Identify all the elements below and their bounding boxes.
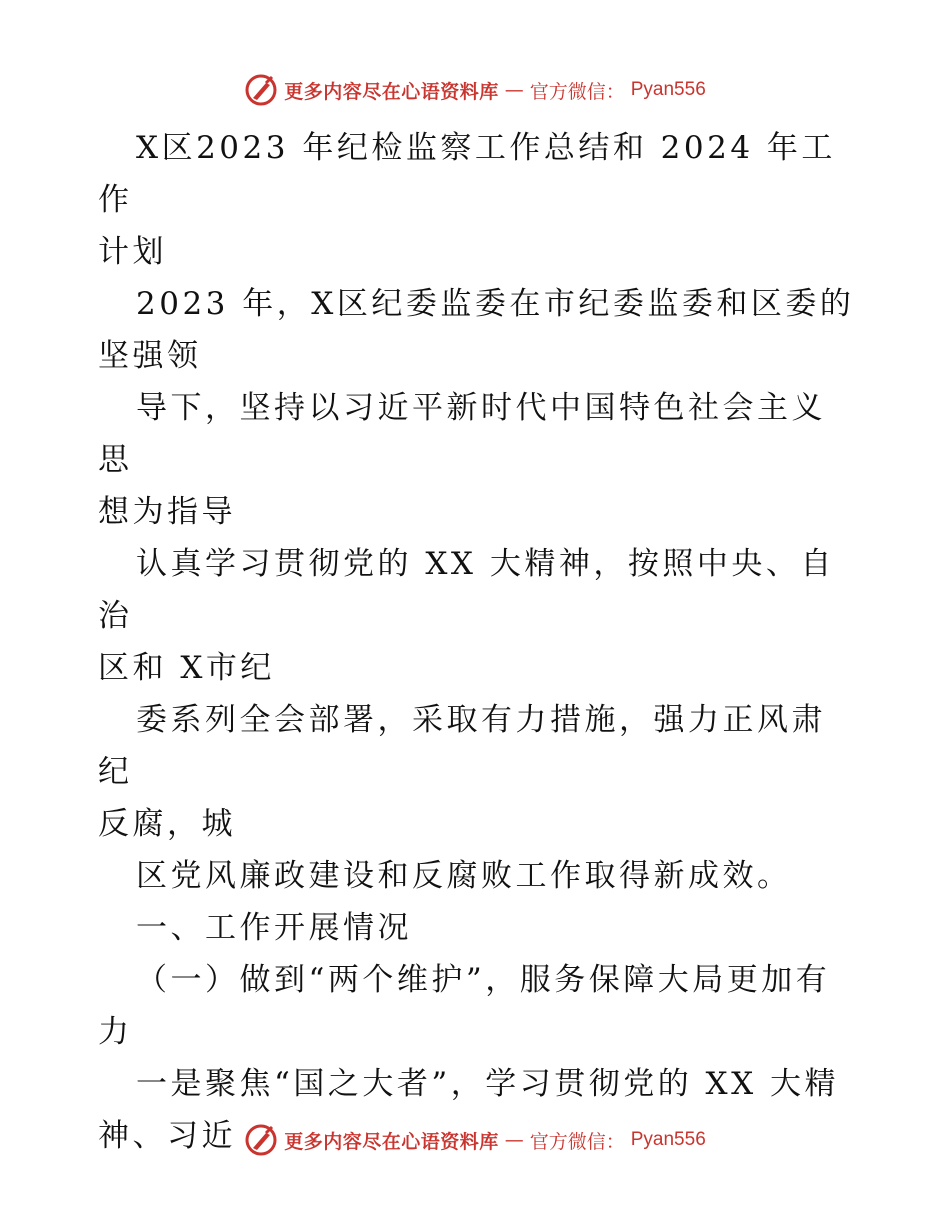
paragraph-1-line-2: 坚强领: [98, 338, 202, 374]
subsection-heading-1-line-1: （一）做到“两个维护”，服务保障大局更加有: [136, 962, 831, 998]
title-line-1: X区2023 年纪检监察工作总结和 2024 年工作: [98, 130, 836, 218]
paragraph-5: [98, 850, 858, 902]
section-heading-1-text: 一、工作开展情况: [136, 910, 412, 946]
header-banner: [0, 70, 950, 110]
paragraph-2-line-1: 导下，坚持以习近平新时代中国特色社会主义思: [98, 390, 826, 478]
section-heading-1: [98, 902, 858, 954]
paragraph-2-line-2: 想为指导: [98, 494, 236, 530]
paragraph-4: [98, 694, 858, 850]
document-title: [98, 122, 858, 278]
paragraph-4-line-1: 委系列全会部署，采取有力措施，强力正风肃纪: [98, 702, 826, 790]
subsection-heading-1-line-2: 力: [98, 1014, 133, 1050]
banner-slogan: 更多内容尽在心语资料库: [284, 1130, 499, 1153]
banner-wechat-id: Pyan556: [630, 79, 706, 100]
paragraph-1-line-1: 2023 年，X区纪委监委在市纪委监委和区委的: [136, 286, 855, 322]
paragraph-6-line-2: 神、习近: [98, 1118, 236, 1154]
footer-banner: [0, 1120, 950, 1160]
paragraph-2: [98, 382, 858, 538]
pen-logo-icon: [244, 1123, 278, 1157]
banner-wechat-label: 官方微信：: [529, 80, 625, 103]
title-line-2: 计划: [98, 234, 167, 270]
banner-separator: —: [504, 1129, 524, 1151]
document-body: [98, 122, 858, 1162]
paragraph-3-line-2: 区和 X市纪: [98, 650, 275, 686]
paragraph-3-line-1: 认真学习贯彻党的 XX 大精神，按照中央、自治: [98, 546, 835, 634]
subsection-heading-1: [98, 954, 858, 1058]
pen-logo-icon: [244, 73, 278, 107]
paragraph-5-line-1: 区党风廉政建设和反腐败工作取得新成效。: [136, 858, 792, 894]
banner-separator: —: [504, 79, 524, 101]
banner-wechat-id: Pyan556: [630, 1129, 706, 1150]
banner-wechat-label: 官方微信：: [529, 1130, 625, 1153]
paragraph-6-line-1: 一是聚焦“国之大者”，学习贯彻党的 XX 大精: [136, 1066, 840, 1102]
banner-slogan: 更多内容尽在心语资料库: [284, 80, 499, 103]
paragraph-4-line-2: 反腐，城: [98, 806, 236, 842]
paragraph-3: [98, 538, 858, 694]
paragraph-1: [98, 278, 858, 382]
